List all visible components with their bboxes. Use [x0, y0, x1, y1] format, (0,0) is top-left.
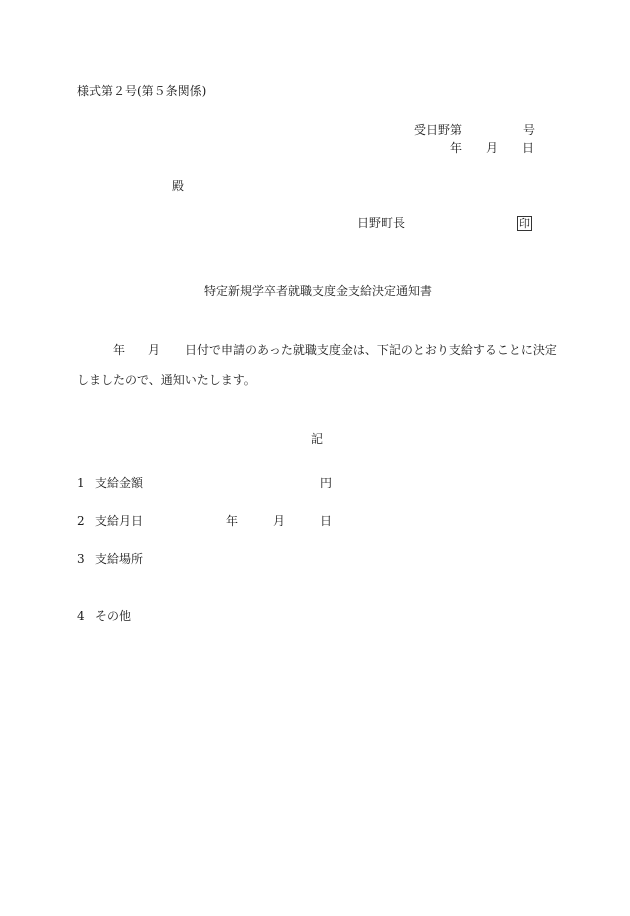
- document-title: 特定新規学卒者就職支度金支給決定通知書: [204, 284, 433, 298]
- item-label: 支給月日: [95, 514, 144, 528]
- item-number: 2: [77, 514, 85, 528]
- body-line-2: しましたので、通知いたします。: [77, 373, 256, 387]
- receipt-number-prefix: 受日野第: [414, 123, 463, 137]
- body-month: 月: [148, 343, 161, 357]
- payment-date-day: 日: [320, 514, 333, 528]
- seal-mark: 印: [519, 217, 530, 230]
- sender-title: 日野町長: [357, 216, 406, 230]
- receipt-number-suffix: 号: [523, 123, 536, 137]
- amount-unit: 円: [320, 476, 333, 490]
- ki-heading: 記: [311, 432, 324, 446]
- issue-date-month: 月: [486, 141, 499, 155]
- form-label: 様式第２号(第５条関係): [77, 84, 207, 98]
- item-label: その他: [95, 609, 132, 623]
- payment-date-month: 月: [273, 514, 286, 528]
- item-number: 4: [77, 609, 85, 623]
- item-number: 3: [77, 552, 85, 566]
- item-label: 支給場所: [95, 552, 144, 566]
- payment-date-year: 年: [226, 514, 239, 528]
- issue-date-day: 日: [522, 141, 535, 155]
- body-year: 年: [113, 343, 126, 357]
- item-label: 支給金額: [95, 476, 144, 490]
- addressee-honorific: 殿: [172, 179, 185, 193]
- body-line-1: 日付で申請のあった就職支度金は、下記のとおり支給することに決定: [185, 343, 557, 357]
- item-number: 1: [77, 476, 85, 490]
- issue-date-year: 年: [450, 141, 463, 155]
